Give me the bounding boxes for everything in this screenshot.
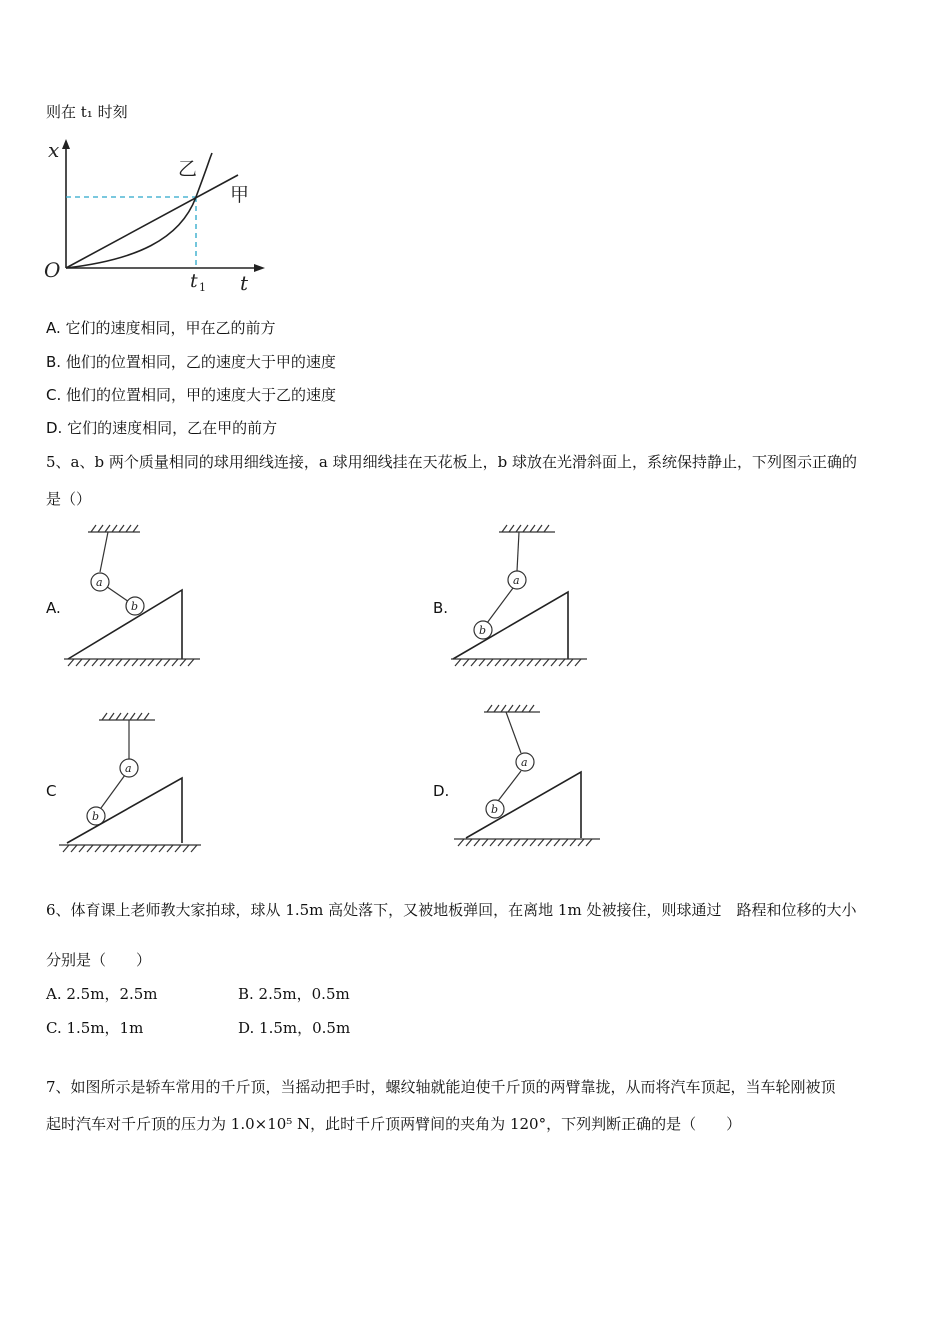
- q7-stem-line2: 起时汽车对千斤顶的压力为 1.0×10⁵ N，此时千斤顶两臂间的夹角为 120°，下列判断正确的是（ ）: [46, 1115, 742, 1133]
- incline: [68, 590, 182, 659]
- string-ceiling-a: [506, 712, 521, 753]
- q5-label-b: B.: [433, 599, 449, 617]
- q4-option-d: D. 它们的速度相同，乙在甲的前方: [46, 419, 278, 437]
- ball-b-label: b: [491, 803, 499, 816]
- q5-label-a: A.: [46, 599, 61, 617]
- ball-a-label: a: [125, 762, 132, 775]
- ball-a-label: a: [513, 574, 520, 587]
- ball-b-label: b: [479, 624, 487, 637]
- origin-label: O: [44, 258, 61, 282]
- q5-label-d: D.: [433, 782, 450, 800]
- string-a-b: [487, 588, 513, 623]
- t1-subscript: 1: [199, 281, 206, 294]
- ceiling-hatch: [499, 525, 555, 532]
- x-axis-label: t: [240, 271, 249, 295]
- q4-option-a: A. 它们的速度相同，甲在乙的前方: [46, 319, 276, 337]
- q5-stem-line1: 5、a、b 两个质量相同的球用细线连接，a 球用细线挂在天花板上，b 球放在光滑斜面上，系统保持静止，下列图示正确的: [46, 453, 857, 471]
- ground-hatch: [59, 845, 201, 852]
- curve-yi-label: 乙: [178, 158, 198, 180]
- q4-option-b: B. 他们的位置相同，乙的速度大于甲的速度: [46, 353, 336, 371]
- q5-figure-d: [450, 700, 610, 855]
- q7-stem-line1: 7、如图所示是轿车常用的千斤顶，当摇动把手时，螺纹轴就能迫使千斤顶的两臂靠拢，从而将汽车顶起，当车轮刚被顶: [46, 1078, 836, 1096]
- string-ceiling-a: [100, 532, 108, 572]
- ground-hatch: [64, 659, 200, 666]
- incline: [466, 772, 581, 838]
- ceiling-hatch: [484, 705, 540, 712]
- y-axis-label: x: [48, 138, 60, 162]
- q5-figure-b: [447, 520, 597, 670]
- q6-option-d: D. 1.5m，0.5m: [238, 1019, 351, 1037]
- q6-option-c: C. 1.5m，1m: [46, 1019, 144, 1037]
- ceiling-hatch: [88, 525, 140, 532]
- incline: [67, 778, 182, 843]
- ball-b-label: b: [92, 810, 100, 823]
- ground-hatch: [451, 659, 587, 666]
- q6-stem-line1: 6、体育课上老师教大家拍球，球从 1.5m 高处落下，又被地板弹回，在离地 1m 处被接住，则球通过 路程和位移的大小: [46, 901, 857, 919]
- q4-intro: 则在 t₁ 时刻: [46, 103, 128, 121]
- ceiling-hatch: [99, 713, 155, 720]
- q4-option-c: C. 他们的位置相同，甲的速度大于乙的速度: [46, 386, 337, 404]
- string-a-b: [498, 771, 521, 801]
- y-axis-arrow: [62, 139, 70, 149]
- ball-b-label: b: [131, 600, 139, 613]
- line-jia-label: 甲: [230, 184, 250, 206]
- line-jia: [66, 175, 238, 268]
- q5-figure-a: [60, 520, 210, 670]
- xt-graph: [40, 135, 280, 300]
- q6-option-b: B. 2.5m，0.5m: [238, 985, 350, 1003]
- q6-option-a: A. 2.5m，2.5m: [46, 985, 158, 1003]
- ball-a-label: a: [521, 756, 528, 769]
- q5-label-c: C: [46, 782, 57, 800]
- ball-a-label: a: [96, 576, 103, 589]
- x-axis-arrow: [254, 264, 265, 272]
- q6-stem-line2: 分别是（ ）: [46, 951, 152, 969]
- incline: [453, 592, 568, 659]
- q5-figure-c: [55, 708, 215, 858]
- string-ceiling-a: [517, 532, 519, 571]
- q5-stem-line2: 是（）: [46, 490, 92, 508]
- string-a-b: [101, 775, 125, 808]
- ground-hatch: [454, 839, 600, 846]
- t1-label: t: [190, 270, 198, 292]
